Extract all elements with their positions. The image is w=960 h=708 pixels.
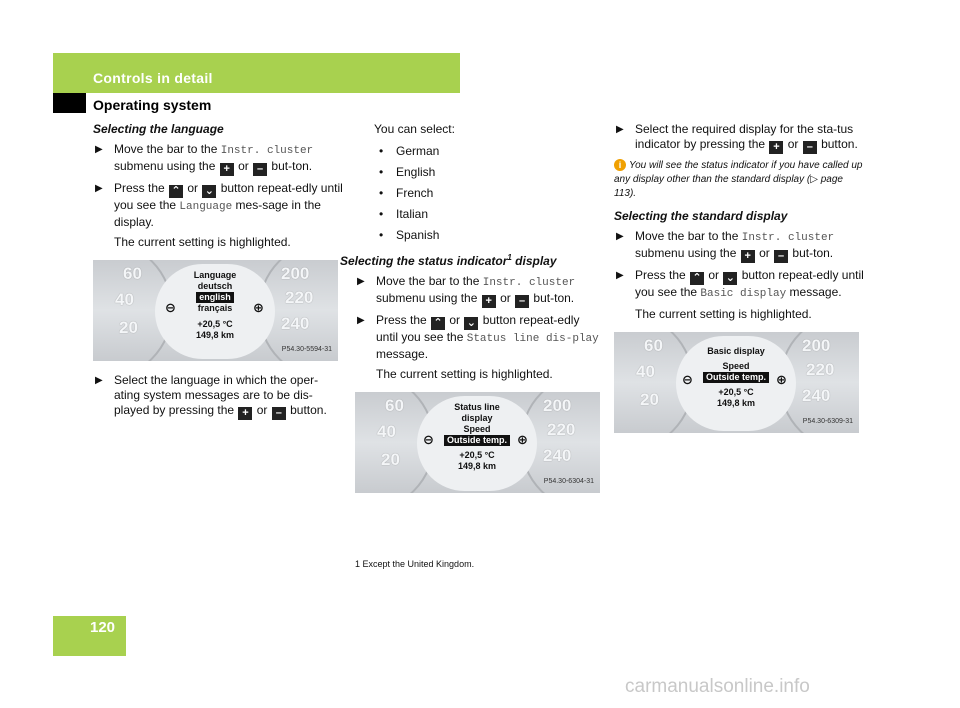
gauge-number: 40 [636,362,655,381]
minus-icon: – [253,163,267,176]
gauge-number: 220 [285,288,314,307]
plus-circle-icon: ⊕ [253,300,264,315]
note-text: The current setting is highlighted. [376,367,553,381]
minus-circle-icon: ⊖ [423,432,434,447]
display-screen: Status line display Speed Outside temp. +20,5 °C 149,8 km [417,396,537,491]
step: ▶ Press the ⌃ or ⌄ button repeat-edly until you see the Status line dis-play message. [357,313,599,361]
info-note: i You will see the status indicator if you have called up any display other than the standard display (▷ page 113). [614,160,863,199]
cluster-image-basic [614,332,859,433]
subsection-title: Operating system [93,97,212,113]
list-item: • Spanish [379,228,440,242]
list-item: • German [379,144,440,158]
list-item: • French [379,186,434,200]
step: ▶ Move the bar to the Instr. cluster submenu using the + or – but-ton. [616,229,835,262]
column-2 [340,122,603,505]
gauge-number: 240 [543,446,572,465]
minus-icon: – [272,407,286,420]
gauge-number: 240 [281,314,310,333]
select-intro: You can select: [374,122,455,136]
plus-icon: + [769,141,783,154]
plus-circle-icon: ⊕ [517,432,528,447]
arrow-icon: ▶ [616,231,624,242]
minus-icon: – [774,250,788,263]
info-icon: i [614,159,626,171]
step: ▶ Move the bar to the Instr. cluster submenu using the + or – but-ton. [95,142,314,175]
gauge-number: 200 [281,264,310,283]
plus-icon: + [741,250,755,263]
heading-status-indicator: Selecting the status indicator$^1$ display [340,253,557,268]
footnote: 1 Except the United Kingdom. [355,559,475,569]
step: ▶ Press the ⌃ or ⌄ button repeat-edly until you see the Language mes-sage in the display. [95,181,343,229]
cluster-image-language [93,260,338,361]
gauge-number: 20 [381,450,400,469]
down-arrow-icon: ⌄ [723,272,737,285]
arrow-icon: ▶ [95,183,103,194]
note-text: The current setting is highlighted. [114,235,291,249]
display-screen: Basic display Speed Outside temp. +20,5 °C 149,8 km [676,336,796,431]
gauge-number: 200 [543,396,572,415]
page-number: 120 [90,619,116,636]
column-1 [93,122,343,425]
section-title: Controls in detail [93,70,213,86]
arrow-icon: ▶ [95,144,103,155]
gauge-number: 200 [802,336,831,355]
heading-language: Selecting the language [93,122,224,136]
gauge-number: 40 [115,290,134,309]
gauge-number: 20 [640,390,659,409]
minus-circle-icon: ⊖ [165,300,176,315]
step: ▶ Move the bar to the Instr. cluster submenu using the + or – but-ton. [357,274,576,307]
gauge-number: 20 [119,318,138,337]
gauge-number: 60 [644,336,663,355]
step: ▶ Select the language in which the oper-ating system messages are to be dis-played by pressing the + or – button. [95,373,327,419]
arrow-icon: ▶ [95,375,103,386]
gauge-number: 60 [385,396,404,415]
arrow-icon: ▶ [616,270,624,281]
figure-code: P54.30-6304-31 [543,478,594,485]
gauge-number: 240 [802,386,831,405]
minus-icon: – [803,141,817,154]
down-arrow-icon: ⌄ [202,185,216,198]
step: ▶ Press the ⌃ or ⌄ button repeat-edly until you see the Basic display message. [616,268,864,300]
plus-icon: + [238,407,252,420]
list-item: • English [379,165,436,179]
cluster-image-status [355,392,600,493]
plus-icon: + [482,295,496,308]
arrow-icon: ▶ [357,276,365,287]
column-3 [614,122,864,445]
watermark: carmanualsonline.info [625,676,810,697]
plus-circle-icon: ⊕ [776,372,787,387]
arrow-icon: ▶ [357,315,365,326]
gauge-number: 40 [377,422,396,441]
plus-icon: + [220,163,234,176]
gauge-number: 220 [806,360,835,379]
up-arrow-icon: ⌃ [431,317,445,330]
gauge-number: 220 [547,420,576,439]
minus-circle-icon: ⊖ [682,372,693,387]
minus-icon: – [515,295,529,308]
list-item: • Italian [379,207,429,221]
figure-code: P54.30-5594-31 [281,346,332,353]
step: ▶ Select the required display for the sta-tus indicator by pressing the + or – button. [616,122,858,153]
figure-code: P54.30-6309-31 [802,418,853,425]
note-text: The current setting is highlighted. [635,307,812,321]
up-arrow-icon: ⌃ [169,185,183,198]
display-screen: Language deutsch english français +20,5 °C 149,8 km [155,264,275,359]
down-arrow-icon: ⌄ [464,317,478,330]
subsection-tab [53,93,86,113]
up-arrow-icon: ⌃ [690,272,704,285]
gauge-number: 60 [123,264,142,283]
arrow-icon: ▶ [616,124,624,135]
heading-standard-display: Selecting the standard display [614,209,788,223]
